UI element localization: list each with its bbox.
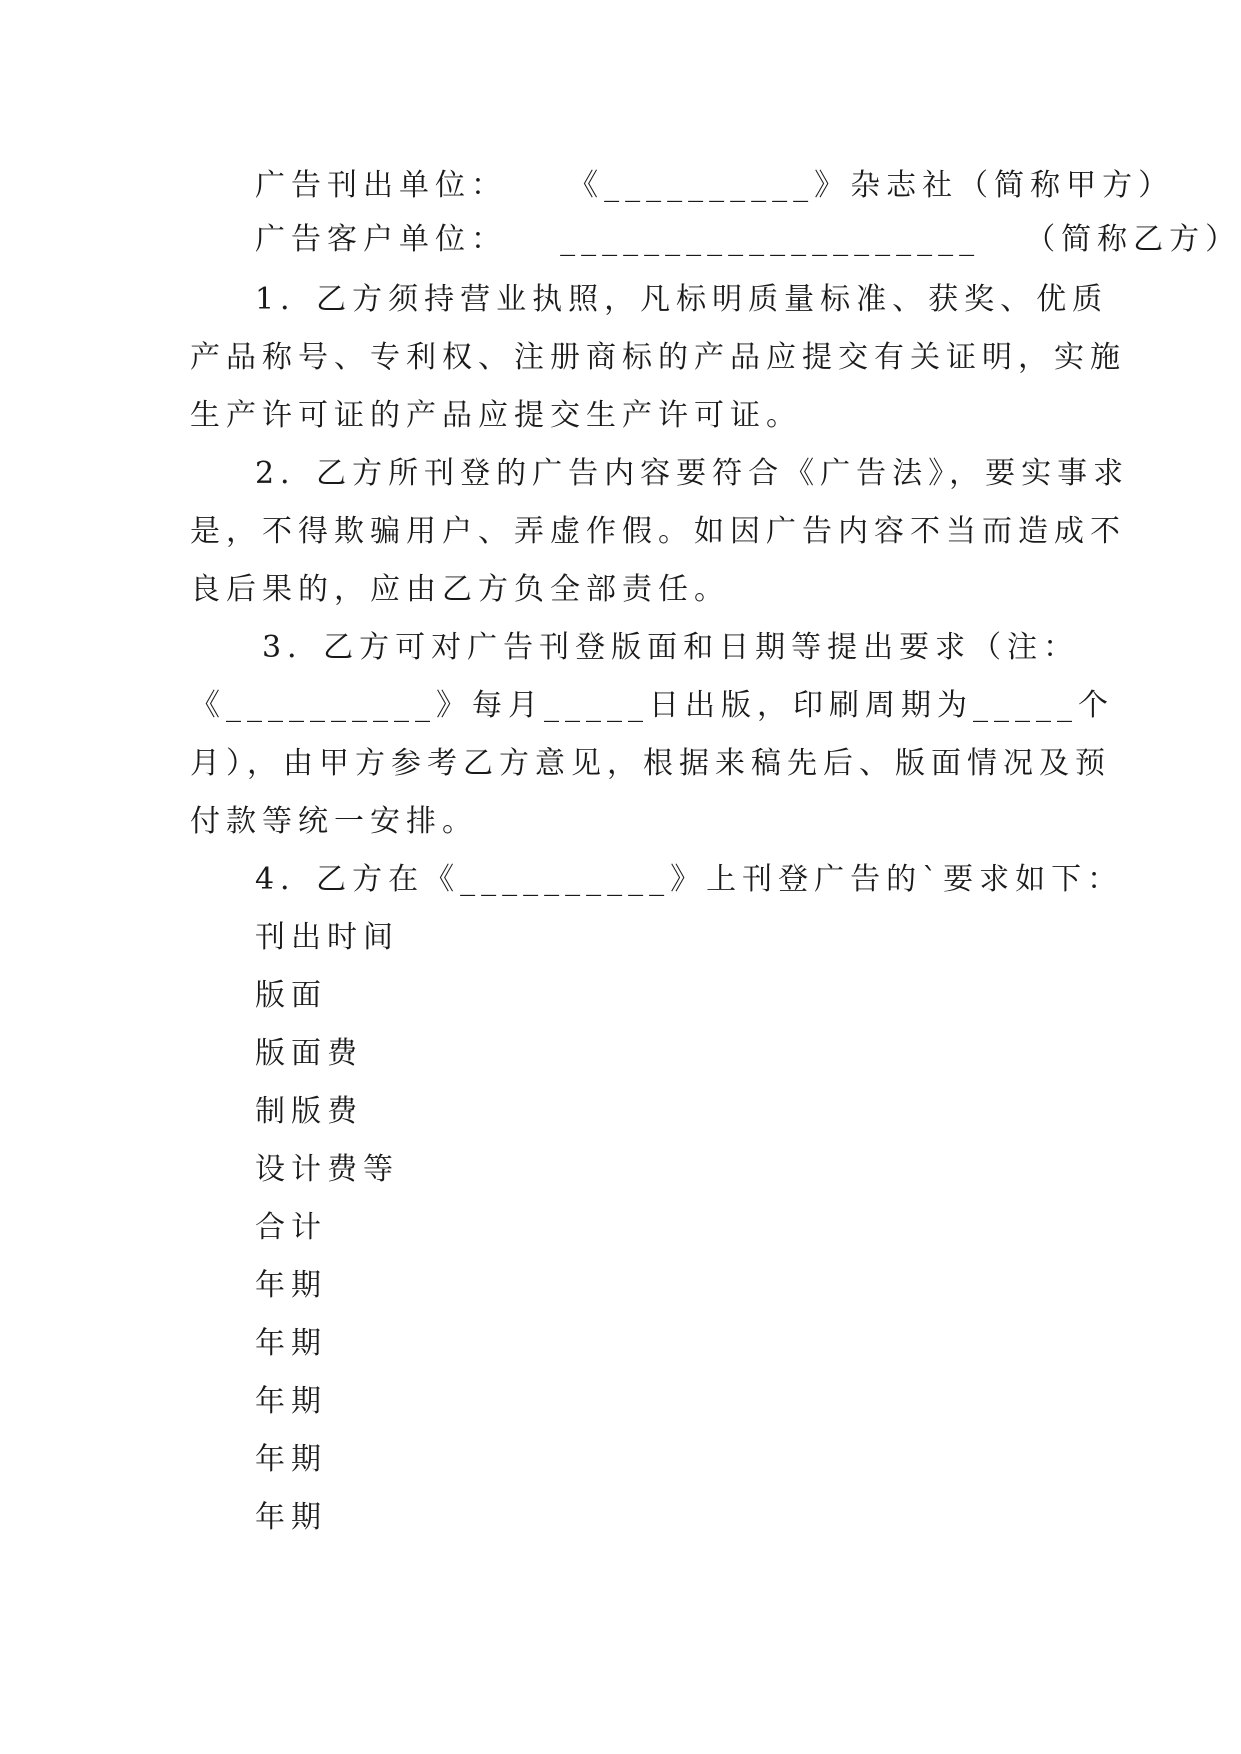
clause-4-line-1: 4．乙方在《__________》上刊登广告的`要求如下： <box>255 862 1124 897</box>
header-line-client <box>255 220 1241 260</box>
clause-1-line-2: 产品称号、专利权、注册商标的产品应提交有关证明，实施 <box>190 340 1126 375</box>
list-item-plate-fee: 制版费 <box>255 1094 363 1129</box>
client-blank: ____________________ <box>560 222 981 257</box>
clause-1-line-3: 生产许可证的产品应提交生产许可证。 <box>190 398 802 433</box>
clause-3-line-3: 月），由甲方参考乙方意见，根据来稿先后、版面情况及预 <box>190 746 1111 781</box>
list-item-issue: 年期 <box>255 1268 327 1303</box>
list-item-issue: 年期 <box>255 1326 327 1361</box>
clause-2-line-2: 是，不得欺骗用户、弄虚作假。如因广告内容不当而造成不 <box>190 514 1126 549</box>
header-line-publisher <box>255 166 1174 206</box>
list-item-issue: 年期 <box>255 1500 327 1535</box>
list-item-issue: 年期 <box>255 1384 327 1419</box>
list-item-layout-fee: 版面费 <box>255 1036 363 1071</box>
clause-3-line-1: 3．乙方可对广告刊登版面和日期等提出要求（注： <box>262 630 1080 665</box>
client-label: 广告客户单位： <box>255 222 507 257</box>
publisher-value: 《__________》杂志社（简称甲方） <box>568 168 1175 203</box>
clause-2-line-3: 良后果的，应由乙方负全部责任。 <box>190 572 730 607</box>
clause-2-line-1: 2．乙方所刊登的广告内容要符合《广告法》，要实事求 <box>255 456 1130 491</box>
clause-3-line-2: 《__________》每月_____日出版，印刷周期为_____个 <box>190 688 1114 723</box>
clause-3-line-4: 付款等统一安排。 <box>190 804 478 839</box>
publisher-label: 广告刊出单位： <box>255 168 507 203</box>
list-item-publish-time: 刊出时间 <box>255 920 399 955</box>
list-item-layout: 版面 <box>255 978 327 1013</box>
client-suffix: （简称乙方） <box>1025 222 1241 257</box>
clause-1-line-1: 1．乙方须持营业执照，凡标明质量标准、获奖、优质 <box>255 282 1109 317</box>
list-item-issue: 年期 <box>255 1442 327 1477</box>
list-item-design-fee: 设计费等 <box>255 1152 399 1187</box>
list-item-total: 合计 <box>255 1210 327 1245</box>
